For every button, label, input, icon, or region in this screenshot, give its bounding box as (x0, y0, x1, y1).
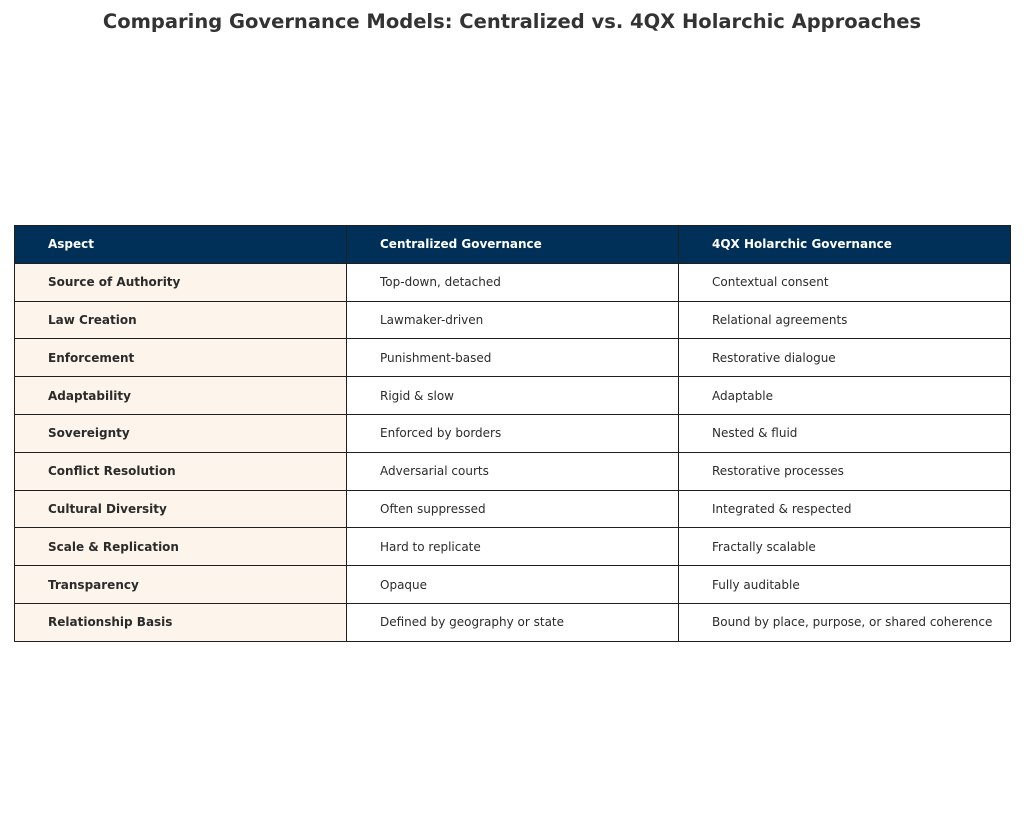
aspect-cell: Source of Authority (15, 263, 347, 301)
column-header: Centralized Governance (347, 226, 679, 264)
table-row (15, 490, 1011, 528)
table-row (15, 603, 1011, 641)
centralized-cell: Hard to replicate (347, 528, 679, 566)
holarchic-cell: Integrated & respected (679, 490, 1011, 528)
aspect-cell: Sovereignty (15, 414, 347, 452)
table-header-row (15, 226, 1011, 264)
holarchic-cell: Fractally scalable (679, 528, 1011, 566)
centralized-cell: Adversarial courts (347, 452, 679, 490)
centralized-cell: Often suppressed (347, 490, 679, 528)
table-row (15, 452, 1011, 490)
holarchic-cell: Restorative processes (679, 452, 1011, 490)
table-row (15, 566, 1011, 604)
table-row (15, 528, 1011, 566)
centralized-cell: Top-down, detached (347, 263, 679, 301)
aspect-cell: Law Creation (15, 301, 347, 339)
column-header: Aspect (15, 226, 347, 264)
aspect-cell: Scale & Replication (15, 528, 347, 566)
centralized-cell: Rigid & slow (347, 377, 679, 415)
centralized-cell: Opaque (347, 566, 679, 604)
aspect-cell: Conflict Resolution (15, 452, 347, 490)
table-row (15, 377, 1011, 415)
holarchic-cell: Bound by place, purpose, or shared coherence (679, 603, 1011, 641)
comparison-table (14, 225, 1011, 642)
table-row (15, 339, 1011, 377)
page-title: Comparing Governance Models: Centralized vs. 4QX Holarchic Approaches (102, 10, 922, 33)
aspect-cell: Cultural Diversity (15, 490, 347, 528)
table-row (15, 263, 1011, 301)
centralized-cell: Punishment-based (347, 339, 679, 377)
holarchic-cell: Relational agreements (679, 301, 1011, 339)
aspect-cell: Enforcement (15, 339, 347, 377)
holarchic-cell: Fully auditable (679, 566, 1011, 604)
aspect-cell: Transparency (15, 566, 347, 604)
holarchic-cell: Adaptable (679, 377, 1011, 415)
table-row (15, 414, 1011, 452)
aspect-cell: Adaptability (15, 377, 347, 415)
aspect-cell: Relationship Basis (15, 603, 347, 641)
table-body (15, 263, 1011, 641)
centralized-cell: Defined by geography or state (347, 603, 679, 641)
holarchic-cell: Restorative dialogue (679, 339, 1011, 377)
column-header: 4QX Holarchic Governance (679, 226, 1011, 264)
centralized-cell: Lawmaker-driven (347, 301, 679, 339)
holarchic-cell: Nested & fluid (679, 414, 1011, 452)
table-row (15, 301, 1011, 339)
centralized-cell: Enforced by borders (347, 414, 679, 452)
holarchic-cell: Contextual consent (679, 263, 1011, 301)
